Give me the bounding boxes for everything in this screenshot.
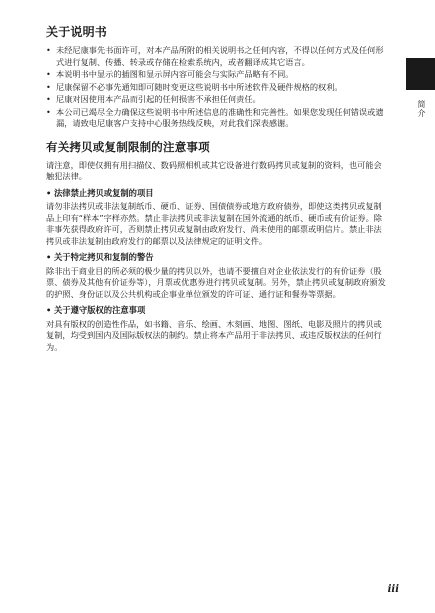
page-number: iii bbox=[387, 584, 399, 595]
document-body bbox=[46, 24, 386, 358]
side-section-label: 简介 bbox=[417, 100, 426, 118]
list-item: • 未经尼康事先书面许可，对本产品所附的相关说明书之任何内容，不得以任何方式及任何形式进行复制、传播、转录或存储在检索系统内，或者翻译成其它语言。 bbox=[46, 45, 386, 68]
subsection-heading-copy-warnings: • 关于特定拷贝和复制的警告 bbox=[46, 252, 386, 264]
subsection-text-prohibited-items: 请勿非法拷贝或非法复制纸币、硬币、证券、国债债券或地方政府债券，即使这类拷贝或复制品上印有“样本”字样亦然。禁止非法拷贝或非法复制在国外流通的纸币、硬币或有价证券。除非事先获得政府许可，否则禁止拷贝或复制由政府发行、尚未使用的邮票或明信片。禁止非法拷贝或非法复制由政府发行的邮票以及法律规定的证明文件。 bbox=[46, 201, 382, 246]
about-manuals-list bbox=[46, 45, 386, 130]
copy-restrictions-intro: 请注意，即使仅拥有用扫描仪、数码照相机或其它设备进行数码拷贝或复制的资料，也可能会触犯法律。 bbox=[46, 159, 382, 181]
list-item: • 本说明书中显示的插图和显示屏内容可能会与实际产品略有不同。 bbox=[46, 69, 386, 81]
subsection-text-copyright: 对具有版权的创造性作品，如书籍、音乐、绘画、木刻画、地图、图纸、电影及照片的拷贝或复制，均受到国内及国际版权法的制约。禁止将本产品用于非法拷贝、或违反版权法的任何行为。 bbox=[46, 318, 382, 352]
list-item: • 尼康保留不必事先通知即可随时变更这些说明书中所述软件及硬件规格的权利。 bbox=[46, 82, 386, 94]
subsection-heading-copyright: • 关于遵守版权的注意事项 bbox=[46, 305, 386, 317]
subsection-heading-prohibited-items: • 法律禁止拷贝或复制的项目 bbox=[46, 188, 386, 200]
section-title-about-manuals: 关于说明书 bbox=[46, 25, 108, 39]
list-item: • 尼康对因使用本产品而引起的任何损害不承担任何责任。 bbox=[46, 94, 386, 106]
subsection-text-copy-warnings: 除非出于商业目的所必须的极少量的拷贝以外，也请不要擅自对企业依法发行的有价证券（股票、债券及其他有价证券等），月票或优惠券进行拷贝或复制。另外，禁止拷贝或复制政府颁发的护照、身份证以及公共机构或企事业单位颁发的许可证、通行证和餐券等票据。 bbox=[46, 265, 386, 299]
section-tab-marker bbox=[406, 58, 435, 90]
list-item: • 本公司已竭尽全力确保这些说明书中所述信息的准确性和完善性。如果您发现任何错误或遗漏，请致电尼康客户支持中心服务热线反映，对此我们深表感谢。 bbox=[46, 107, 386, 130]
section-title-copy-restrictions: 有关拷贝或复制限制的注意事项 bbox=[46, 139, 210, 154]
